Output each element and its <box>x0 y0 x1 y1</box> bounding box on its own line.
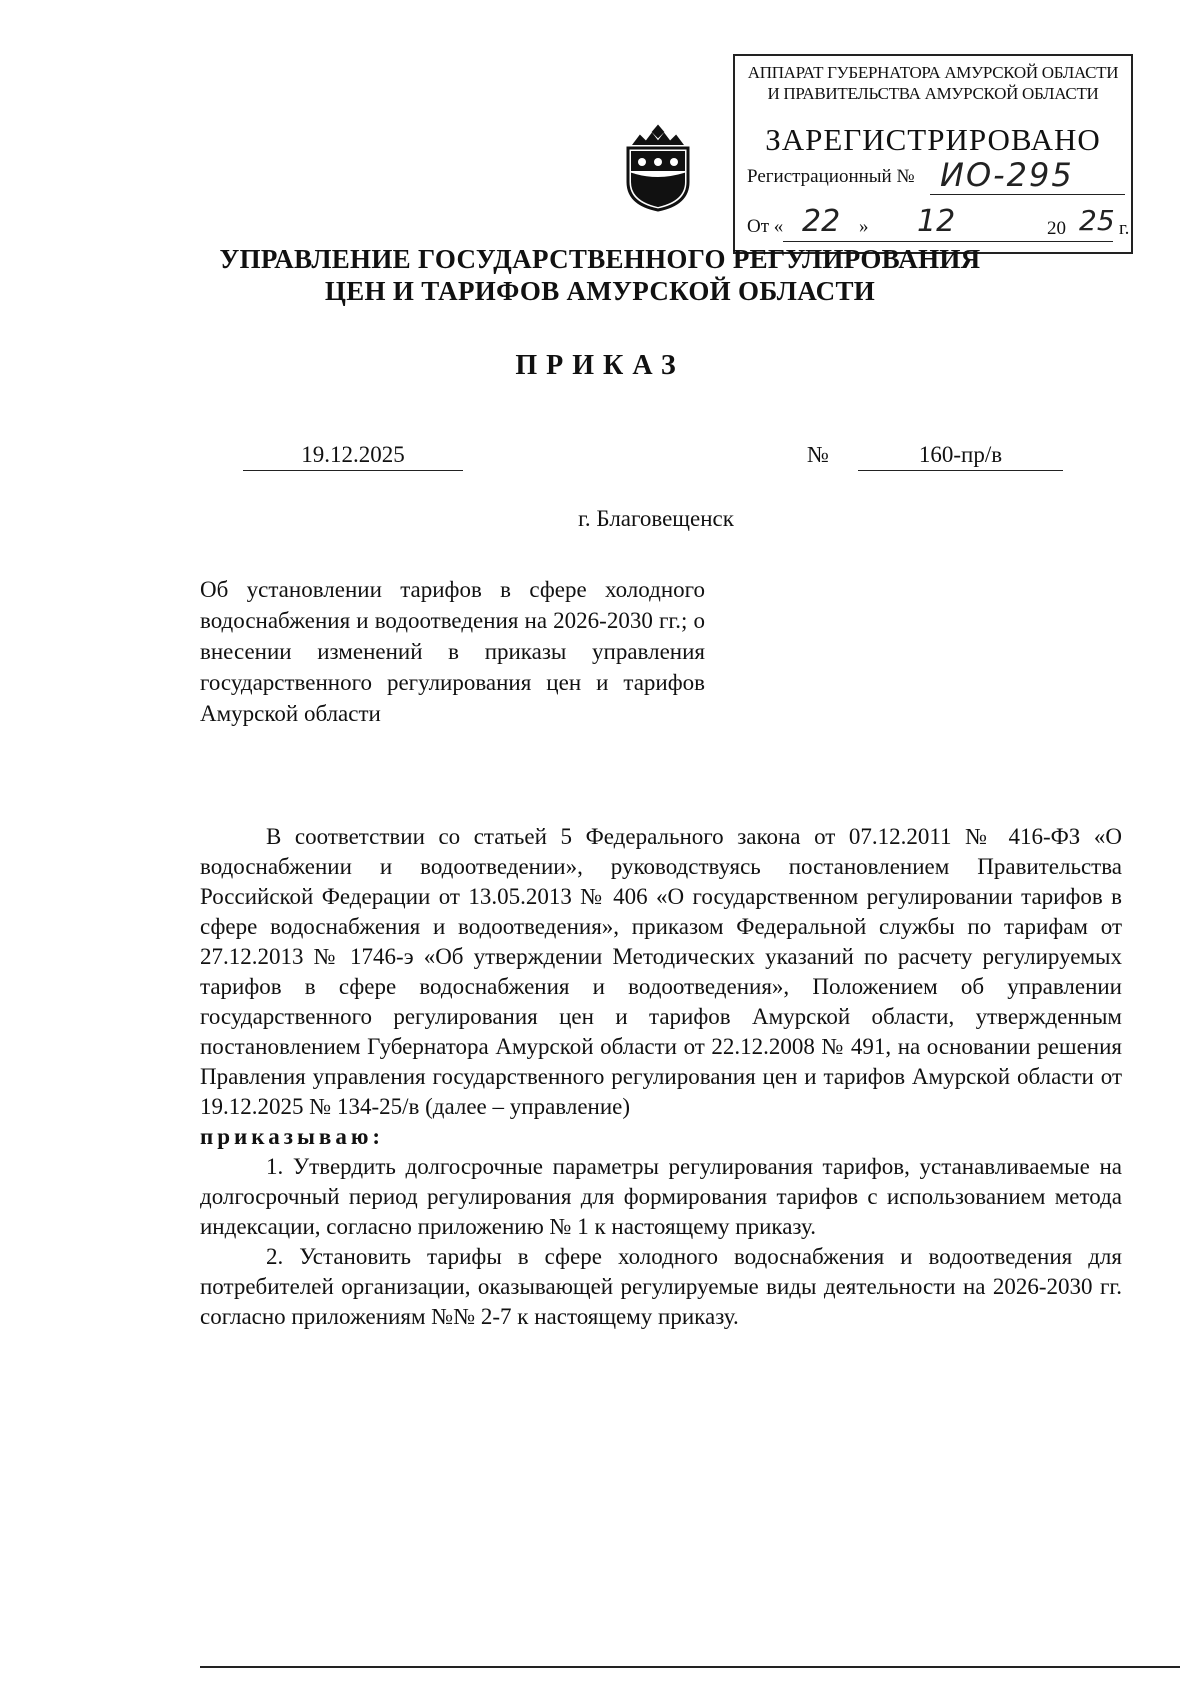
document-date: 19.12.2025 <box>301 442 405 467</box>
stamp-date-mid: » <box>859 216 869 237</box>
stamp-date-month: 12 <box>917 204 956 239</box>
document-number: 160-пр/в <box>918 442 1003 467</box>
number-sign: № <box>807 442 829 467</box>
city: г. Благовещенск <box>578 506 734 531</box>
stamp-title: ЗАРЕГИСТРИРОВАНО <box>765 122 1101 157</box>
order-item-1: 1. Утвердить долгосрочные параметры регулирования тарифов, устанавливаемые на долгосрочный период регулирования для формирования тарифов с использованием метода индексации, согласно приложению № 1 к настоящему приказу. <box>200 1154 1122 1239</box>
order-item-2: 2. Установить тарифы в сфере холодного водоснабжения и водоотведения для потребителей организации, оказывающей регулируемые виды деятельности на 2026-2030 гг. согласно приложениям №№ 2-7 к настоящему приказу. <box>200 1244 1122 1329</box>
stamp-date-day: 22 <box>802 204 841 239</box>
stamp-date-year-prefix: 20 <box>1047 218 1066 239</box>
preamble: В соответствии со статьей 5 Федерального закона от 07.12.2011 № 416-ФЗ «О водоснабжении и водоотведении», руководствуясь постановлением Правительства Российской Федерации от 13.05.2013 № 406 «О государственном регулировании тарифов в сфере водоснабжения и водоотведения», приказом Федеральной службы по тарифам от 27.12.2013 № 1746-э «Об утверждении Методических указаний по расчету регулируемых тарифов в сфере водоснабжения и водоотведения», Положением об управлении государственного регулирования цен и тарифов Амурской области, утвержденным постановлением Губернатора Амурской области от 22.12.2008 № 491, на основании решения Правления управления государственного регулирования цен и тарифов Амурской области от 19.12.2025 № 134-25/в (далее – управление) <box>200 824 1122 1119</box>
stamp-reg-underline <box>930 194 1125 195</box>
stamp-date-underline <box>783 241 1113 242</box>
document-type: ПРИКАЗ <box>515 350 685 381</box>
stamp-org-line1: АППАРАТ ГУБЕРНАТОРА АМУРСКОЙ ОБЛАСТИ <box>747 63 1119 82</box>
stamp-reg-label: Регистрационный № <box>747 166 915 187</box>
stamp-date-suffix: г. <box>1119 218 1130 239</box>
stamp-organization <box>735 62 1131 104</box>
registration-stamp <box>733 54 1133 254</box>
document-date-underline <box>243 470 463 471</box>
document-subject: Об установлении тарифов в сфере холодного водоснабжения и водоотведения на 2026-2030 гг.; о внесении изменений в приказы управления государственного регулирования цен и тарифов Амурской области <box>200 577 705 726</box>
coat-of-arms-icon <box>618 122 698 214</box>
stamp-date-prefix: От « <box>747 216 784 237</box>
authority-title-line2: ЦЕН И ТАРИФОВ АМУРСКОЙ ОБЛАСТИ <box>324 276 876 306</box>
stamp-org-line2: И ПРАВИТЕЛЬСТВА АМУРСКОЙ ОБЛАСТИ <box>767 84 1099 103</box>
stamp-reg-number: ИО-295 <box>940 156 1074 194</box>
document-body <box>200 822 1122 1332</box>
stamp-date-year: 25 <box>1079 204 1115 237</box>
orders-word: приказываю: <box>200 1124 385 1149</box>
page-bottom-rule <box>200 1666 1180 1668</box>
document-number-underline <box>858 470 1063 471</box>
authority-title-line1: УПРАВЛЕНИЕ ГОСУДАРСТВЕННОГО РЕГУЛИРОВАНИЯ <box>219 244 981 274</box>
